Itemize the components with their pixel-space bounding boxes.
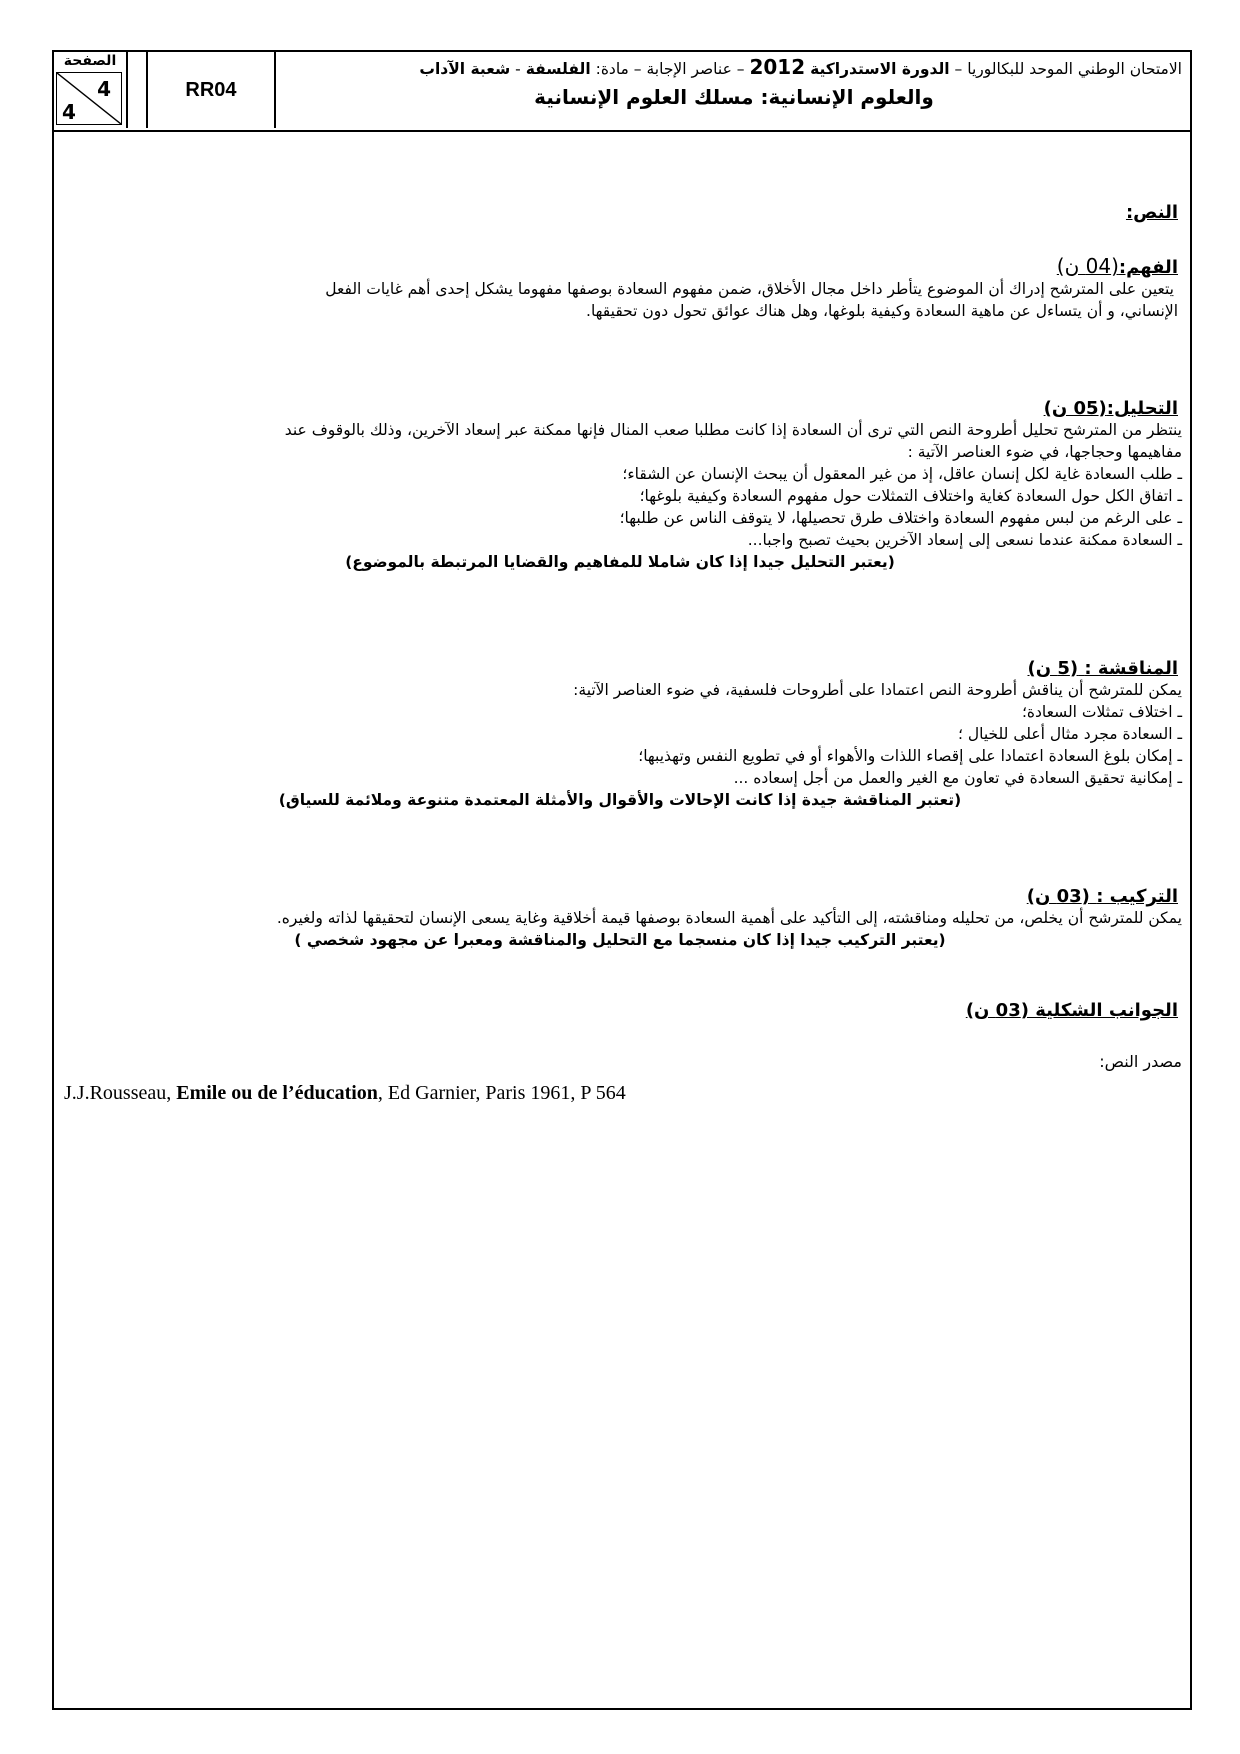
page-number-box: [54, 52, 128, 128]
page-current: 4: [97, 77, 111, 101]
title-year: 2012: [749, 55, 806, 79]
text-section: [56, 202, 1184, 223]
discussion-item-2: ـ السعادة مجرد مثال أعلى للخيال ؛: [958, 725, 1182, 743]
discussion-heading: [56, 658, 1184, 679]
analysis-note: (يعتبر التحليل جيدا إذا كان شاملا للمفاهيم والقضايا المرتبطة بالموضوع): [345, 553, 895, 571]
title-subject: الفلسفة: [525, 60, 591, 78]
source-book: Emile ou de l’éducation: [176, 1082, 378, 1104]
page-frame: [52, 50, 1192, 1710]
analysis-title: التحليل:: [1106, 398, 1178, 419]
title-part1: الامتحان الوطني الموحد للبكالوريا –: [954, 60, 1182, 78]
page-label: الصفحة: [63, 53, 117, 69]
discussion-item-4: ـ إمكانية تحقيق السعادة في تعاون مع الغير والعمل من أجل إسعاده ...: [733, 769, 1182, 787]
title-sep: -: [510, 60, 526, 78]
formal-section: [56, 1000, 1184, 1021]
source-citation: [64, 1082, 626, 1105]
exam-title-line2: والعلوم الإنسانية: مسلك العلوم الإنسانية: [534, 85, 934, 109]
comprehension-line-1: يتعين على المترشح إدراك أن الموضوع يتأطر داخل مجال الأخلاق، ضمن مفهوم السعادة بوصفها مفهوما يشكل إحدى أهم غايات الفعل: [325, 280, 1174, 298]
comprehension-line-2: الإنساني، و أن يتساءل عن ماهية السعادة وكيفية بلوغها، وهل هناك عوائق تحول دون تحقيقها.: [586, 302, 1178, 320]
discussion-score: (5 ن): [1027, 658, 1079, 679]
comprehension-section: [56, 254, 1184, 322]
exam-code: RR04: [146, 52, 276, 128]
synthesis-section: [56, 886, 1184, 951]
synthesis-heading: [56, 886, 1184, 907]
discussion-item-3: ـ إمكان بلوغ السعادة اعتمادا على إقصاء اللذات والأهواء أو في تطويع النفس وتهذيبها؛: [638, 747, 1182, 765]
exam-title-line1: [282, 54, 1186, 82]
analysis-line-2: مفاهيمها وحجاجها، في ضوء العناصر الآتية :: [907, 443, 1182, 461]
analysis-item-2: ـ اتفاق الكل حول السعادة كغاية واختلاف التمثلات حول مفهوم السعادة وكيفية بلوغها؛: [639, 487, 1182, 505]
discussion-item-1: ـ اختلاف تمثلات السعادة؛: [1021, 703, 1182, 721]
synthesis-line: يمكن للمترشح أن يخلص، من تحليله ومناقشته، إلى التأكيد على أهمية السعادة بوصفها قيمة أخلاقية وغاية يسعى الإنسان لتحقيقها لذاته ولغيره.: [276, 909, 1182, 927]
analysis-item-3: ـ على الرغم من لبس مفهوم السعادة واختلاف طرق تحصيلها، لا يتوقف الناس عن طلبها؛: [619, 509, 1182, 527]
synthesis-title: التركيب :: [1096, 886, 1178, 907]
analysis-item-4: ـ السعادة ممكنة عندما نسعى إلى إسعاد الآخرين بحيث تصبح واجبا...: [747, 531, 1182, 549]
source-rest: , Ed Garnier, Paris 1961, P 564: [377, 1082, 626, 1104]
discussion-note: (تعتبر المناقشة جيدة إذا كانت الإحالات والأقوال والأمثلة المعتمدة متنوعة وملائمة للسياق): [278, 791, 962, 809]
analysis-section: [56, 398, 1184, 573]
analysis-item-1: ـ طلب السعادة غاية لكل إنسان عاقل، إذ من غير المعقول أن يبحث الإنسان عن الشقاء؛: [622, 465, 1182, 483]
discussion-section: [56, 658, 1184, 811]
analysis-heading: [56, 398, 1184, 419]
page-total: 4: [62, 100, 76, 124]
source-author: J.J.Rousseau,: [64, 1082, 172, 1104]
title-session: الدورة الاستدراكية: [810, 60, 950, 78]
page-fraction: [56, 72, 122, 125]
comprehension-score: (04 ن): [1056, 254, 1119, 278]
text-heading: النص:: [1125, 202, 1178, 223]
comprehension-heading: [56, 254, 1184, 278]
title-branch: شعبة الآداب: [419, 60, 511, 78]
discussion-intro: يمكن للمترشح أن يناقش أطروحة النص اعتمادا على أطروحات فلسفية، في ضوء العناصر الآتية:: [573, 681, 1182, 699]
comprehension-title: الفهم:: [1118, 257, 1178, 278]
synthesis-score: (03 ن): [1026, 886, 1090, 907]
formal-heading: الجوانب الشكلية (03 ن): [965, 1000, 1178, 1021]
exam-title: [282, 54, 1186, 126]
source-label: مصدر النص:: [1099, 1052, 1182, 1071]
analysis-line-1: ينتظر من المترشح تحليل أطروحة النص التي ترى أن السعادة إذا كانت مطلبا صعب المنال فإنها ممكنة عبر إسعاد الآخرين، وذلك بالوقوف عند: [284, 421, 1182, 439]
title-part2: – عناصر الإجابة – مادة:: [595, 60, 745, 78]
exam-header: [54, 52, 1190, 132]
synthesis-note: (يعتبر التركيب جيدا إذا كان منسجما مع التحليل والمناقشة ومعبرا عن مجهود شخصي ): [294, 931, 946, 949]
analysis-score: (05 ن): [1043, 398, 1107, 419]
discussion-title: المناقشة :: [1084, 658, 1178, 679]
